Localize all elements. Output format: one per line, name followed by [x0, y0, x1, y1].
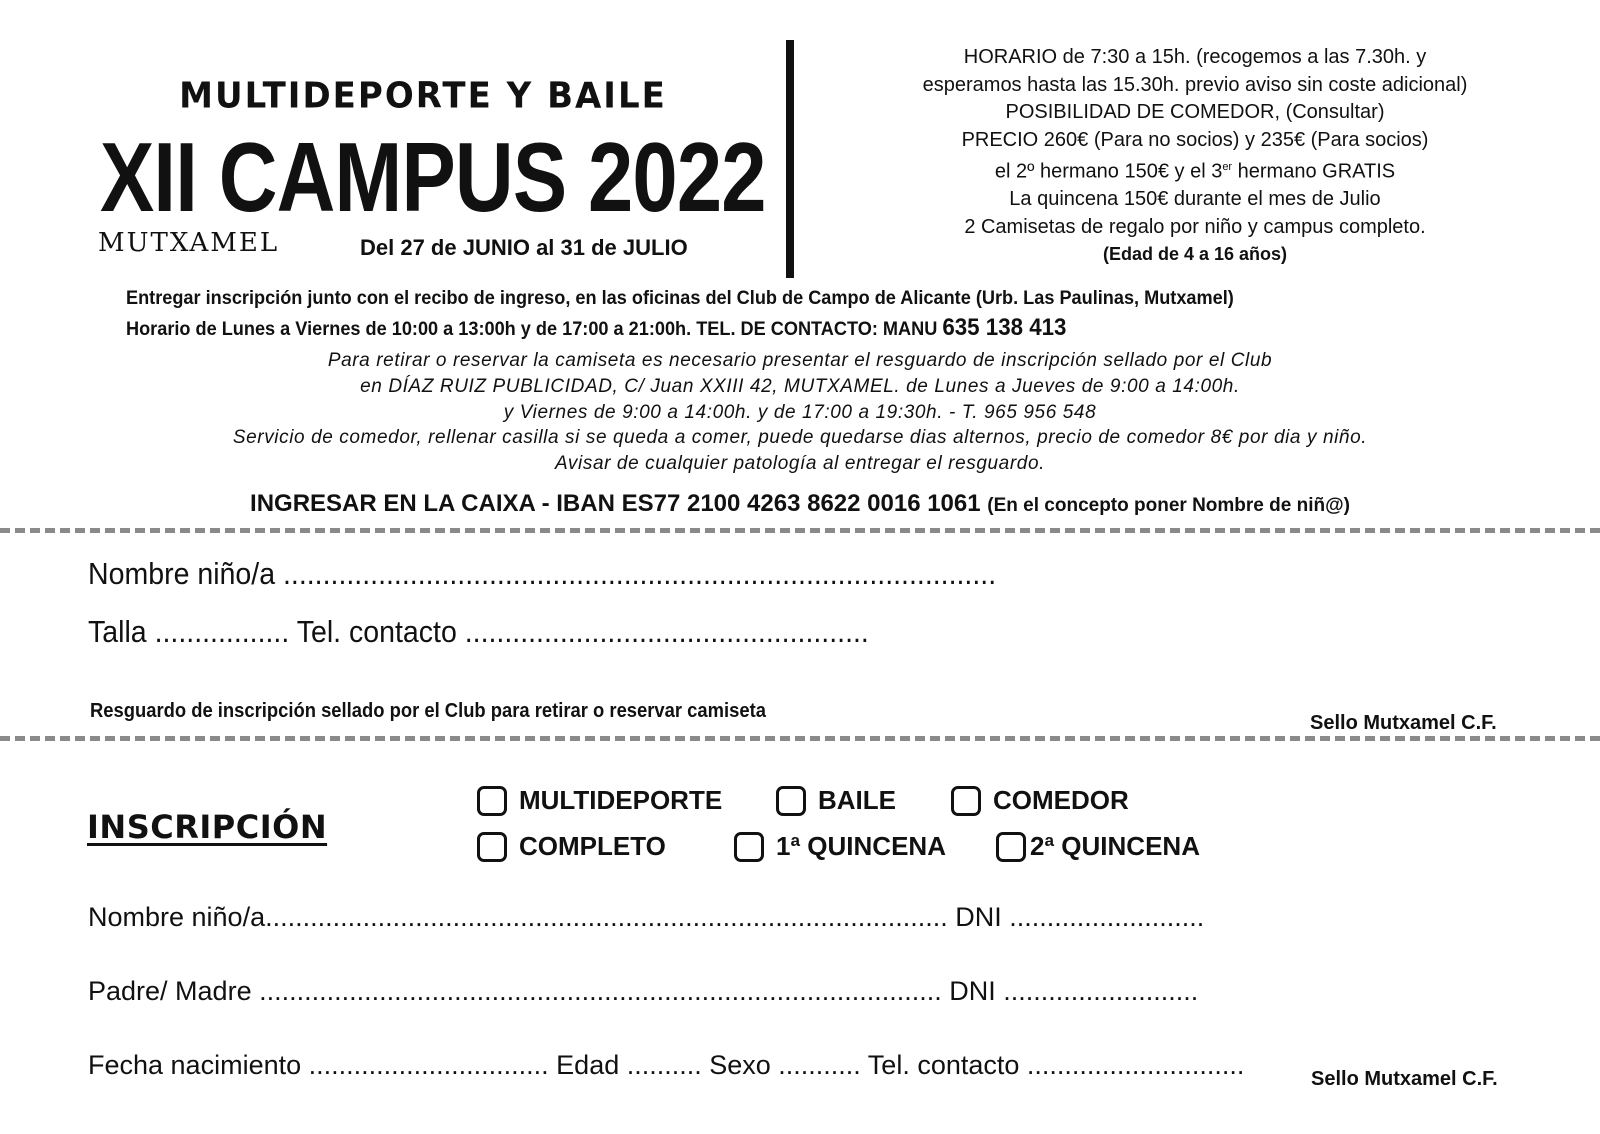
campus-subtitle: MULTIDEPORTE Y BAILE	[179, 75, 667, 117]
contact-phone: 635 138 413	[942, 314, 1067, 341]
checkbox[interactable]	[951, 786, 981, 816]
info-pickup: esperamos hasta las 15.30h. previo aviso sin coste adicional)	[922, 73, 1468, 96]
delivery-hours: Horario de Lunes a Viernes de 10:00 a 13:00h y de 17:00 a 21:00h. TEL. DE CONTACTO: MANU 635 138 413	[126, 314, 1067, 341]
note-line: Avisar de cualquier patología al entregar el resguardo.	[555, 453, 1045, 475]
child-name-dni-field[interactable]: Nombre niño/a........................................................................................... DNI ..........................	[88, 902, 1205, 932]
delivery-instructions	[126, 284, 1234, 344]
campus-dates: Del 27 de JUNIO al 31 de JULIO	[360, 235, 688, 260]
note-line: y Viernes de 9:00 a 14:00h. y de 17:00 a 19:30h. - T. 965 956 548	[503, 401, 1097, 423]
delivery-line: Entregar inscripción junto con el recibo de ingreso, en las oficinas del Club de Campo de Alicante (Urb. Las Paulinas, Mutxamel)	[126, 287, 1234, 309]
option-segunda-quincena[interactable]: 2ª QUINCENA	[996, 831, 1200, 862]
option-baile[interactable]: BAILE	[776, 785, 896, 816]
option-primera-quincena[interactable]: 1ª QUINCENA	[734, 831, 946, 862]
option-comedor[interactable]: COMEDOR	[951, 785, 1129, 816]
payment-note: (En el concepto poner Nombre de niñ@)	[987, 495, 1350, 516]
payment-iban: INGRESAR EN LA CAIXA - IBAN ES77 2100 4263 8622 0016 1061 (En el concepto poner Nombre de niñ@)	[250, 490, 1350, 517]
note-line: en DÍAZ RUIZ PUBLICIDAD, C/ Juan XXIII 42, MUTXAMEL. de Lunes a Jueves de 9:00 a 14:00h.	[360, 375, 1240, 397]
header-divider	[786, 40, 794, 278]
option-completo[interactable]: COMPLETO	[477, 831, 666, 862]
checkbox[interactable]	[776, 786, 806, 816]
birth-age-sex-phone-field[interactable]: Fecha nacimiento ................................ Edad .......... Sexo ........... Tel. contacto .............................	[88, 1050, 1245, 1080]
schedule-info	[850, 44, 1540, 269]
shirt-notes	[90, 348, 1510, 477]
checkbox[interactable]	[477, 786, 507, 816]
campus-title: XII CAMPUS 2022	[100, 122, 766, 232]
info-shirts: 2 Camisetas de regalo por niño y campus completo.	[964, 215, 1426, 238]
checkbox[interactable]	[734, 832, 764, 862]
note-line: Para retirar o reservar la camiseta es necesario presentar el resguardo de inscripción sellado por el Club	[327, 350, 1273, 371]
checkbox[interactable]	[996, 832, 1026, 862]
info-hours: HORARIO de 7:30 a 15h. (recogemos a las 7.30h. y	[963, 46, 1427, 68]
info-price: PRECIO 260€ (Para no socios) y 235€ (Para socios)	[961, 128, 1429, 151]
form-seal: Sello Mutxamel C.F.	[1311, 1068, 1498, 1090]
parent-name-dni-field[interactable]: Padre/ Madre ........................................................................................... DNI ..........................	[88, 976, 1199, 1006]
cut-line-top	[0, 528, 1600, 533]
info-siblings: el 2º hermano 150€ y el 3er hermano GRATIS	[994, 160, 1396, 183]
receipt-note: Resguardo de inscripción sellado por el Club para retirar o reservar camiseta	[90, 700, 766, 722]
receipt-size-phone-field[interactable]: Talla ................. Tel. contacto ...................................................	[88, 614, 869, 649]
checkbox[interactable]	[477, 832, 507, 862]
cut-line-bottom	[0, 736, 1600, 741]
receipt-seal: Sello Mutxamel C.F.	[1310, 712, 1497, 734]
info-dining: POSIBILIDAD DE COMEDOR, (Consultar)	[1005, 101, 1385, 123]
info-ages: (Edad de 4 a 16 años)	[1102, 244, 1288, 265]
form-heading: INSCRIPCIÓN	[87, 808, 328, 846]
campus-town: MUTXAMEL	[98, 228, 280, 258]
option-multideporte[interactable]: MULTIDEPORTE	[477, 785, 722, 816]
note-line: Servicio de comedor, rellenar casilla si se queda a comer, puede quedarse dias alternos, precio de comedor 8€ por dia y niño.	[232, 427, 1368, 449]
receipt-name-field[interactable]: Nombre niño/a ..........................................................................................	[88, 556, 997, 591]
info-fortnight: La quincena 150€ durante el mes de Julio	[1009, 188, 1381, 211]
